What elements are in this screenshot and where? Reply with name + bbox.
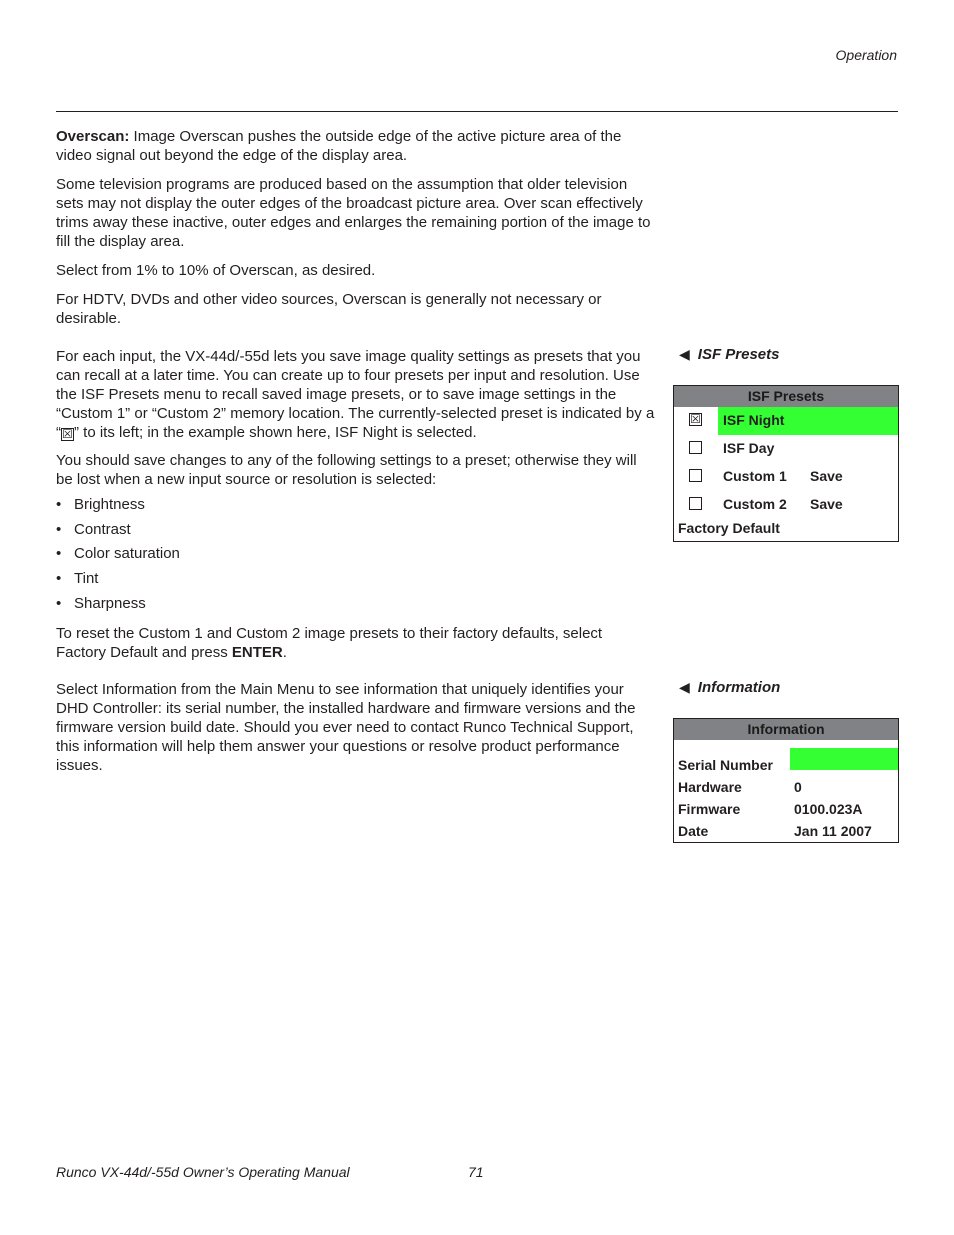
list-item: • Sharpness xyxy=(56,594,146,612)
overscan-paragraph-2: Some television programs are produced based on the assumption that older television sets may not display the outer edges of the broadcast picture area. Over scan effectively trims away these inactive, outer edges and enlarges the remaining portion of the image to fill the display area. xyxy=(56,176,651,250)
isf-menu-title: ISF Presets xyxy=(674,386,898,407)
menu-item-factory-default[interactable] xyxy=(674,519,898,543)
info-value: 0 xyxy=(794,779,802,795)
left-arrow-icon: ◀ xyxy=(679,346,690,362)
information-heading-text: Information xyxy=(697,679,781,696)
menu-item-custom-2[interactable] xyxy=(674,491,898,519)
overscan-paragraph-1 xyxy=(56,127,656,165)
menu-item-label: Custom 2 xyxy=(723,496,787,512)
menu-item-custom-1[interactable] xyxy=(674,463,898,491)
info-row-hardware xyxy=(674,776,898,798)
checkbox-icon[interactable] xyxy=(689,469,702,482)
footer-manual-title: Runco VX-44d/-55d Owner’s Operating Manual xyxy=(56,1164,350,1180)
overscan-paragraph-3: Select from 1% to 10% of Overscan, as desired. xyxy=(56,262,376,279)
isf-paragraph-1 xyxy=(56,347,656,442)
isf-p1b: ” to its left; in the example shown here, ISF Night is selected. xyxy=(74,424,477,441)
isf-presets-menu xyxy=(673,385,899,542)
isf-p1a: For each input, the VX-44d/-55d lets you save image quality settings as presets that you can recall at a later time. You can create up to four presets per input and resolution. Use the ISF Presets menu to recall saved image presets, or to save image settings in the “Custom 1” or “Custom 2” memory location. The currently-selected preset is indicated by a “ xyxy=(56,348,655,441)
info-key: Serial Number xyxy=(678,757,773,773)
info-row-date xyxy=(674,820,898,842)
overscan-p1-text: Image Overscan pushes the outside edge of the active picture area of the video signal out beyond the edge of the display area. xyxy=(56,128,622,164)
settings-bullet-list xyxy=(56,495,556,618)
list-item: • Tint xyxy=(56,570,99,588)
information-paragraph: Select Information from the Main Menu to see information that uniquely identifies your DHD Controller: its serial number, the installed hardware and firmware versions and the firmware version build date. Should you ever need to contact Runco Technical Support, this information will help them answer your questions or resolve product performance issues. xyxy=(56,681,636,774)
isf-paragraph-2: You should save changes to any of the following settings to a preset; otherwise they will be lost when a new input source or resolution is selected: xyxy=(56,452,637,488)
save-button[interactable]: Save xyxy=(810,468,843,484)
enter-key-label: ENTER xyxy=(231,644,283,661)
header-section-title: Operation xyxy=(835,47,897,63)
serial-number-value-field xyxy=(790,748,898,770)
overscan-paragraph-4: For HDTV, DVDs and other video sources, Overscan is generally not necessary or desirable. xyxy=(56,291,602,327)
isf-presets-heading xyxy=(679,346,780,363)
left-arrow-icon: ◀ xyxy=(679,679,690,695)
checkbox-icon[interactable]: ☒ xyxy=(690,412,701,426)
information-menu-title: Information xyxy=(674,719,898,740)
checkbox-icon[interactable] xyxy=(689,441,702,454)
info-key: Firmware xyxy=(678,801,741,817)
menu-item-label: Custom 1 xyxy=(723,468,787,484)
isf-paragraph-3: To reset the Custom 1 and Custom 2 image presets to their factory defaults, select Factory Default and press ENTER. xyxy=(56,625,603,661)
save-button[interactable]: Save xyxy=(810,496,843,512)
checkbox-icon: ☒ xyxy=(62,427,73,441)
list-item: • Contrast xyxy=(56,520,131,538)
menu-item-label: ISF Day xyxy=(723,440,775,456)
info-key: Date xyxy=(678,823,709,839)
header-rule xyxy=(56,111,898,112)
info-value: 0100.023A xyxy=(794,801,863,817)
menu-item-isf-night[interactable] xyxy=(674,407,898,435)
menu-item-label: Factory Default xyxy=(678,520,780,536)
info-value: Jan 11 2007 xyxy=(794,823,872,839)
info-key: Hardware xyxy=(678,779,742,795)
info-row-firmware xyxy=(674,798,898,820)
list-item: • Brightness xyxy=(56,496,145,513)
menu-item-isf-day[interactable] xyxy=(674,435,898,463)
menu-item-label: ISF Night xyxy=(723,412,785,428)
information-heading xyxy=(679,679,780,696)
isf-presets-heading-text: ISF Presets xyxy=(697,346,780,363)
footer-page-number: 71 xyxy=(468,1164,484,1180)
information-menu xyxy=(673,718,899,843)
overscan-lead: Overscan: xyxy=(56,128,130,145)
checkbox-icon[interactable] xyxy=(689,497,702,510)
list-item: • Color saturation xyxy=(56,545,180,563)
info-row-serial-number xyxy=(674,754,898,776)
